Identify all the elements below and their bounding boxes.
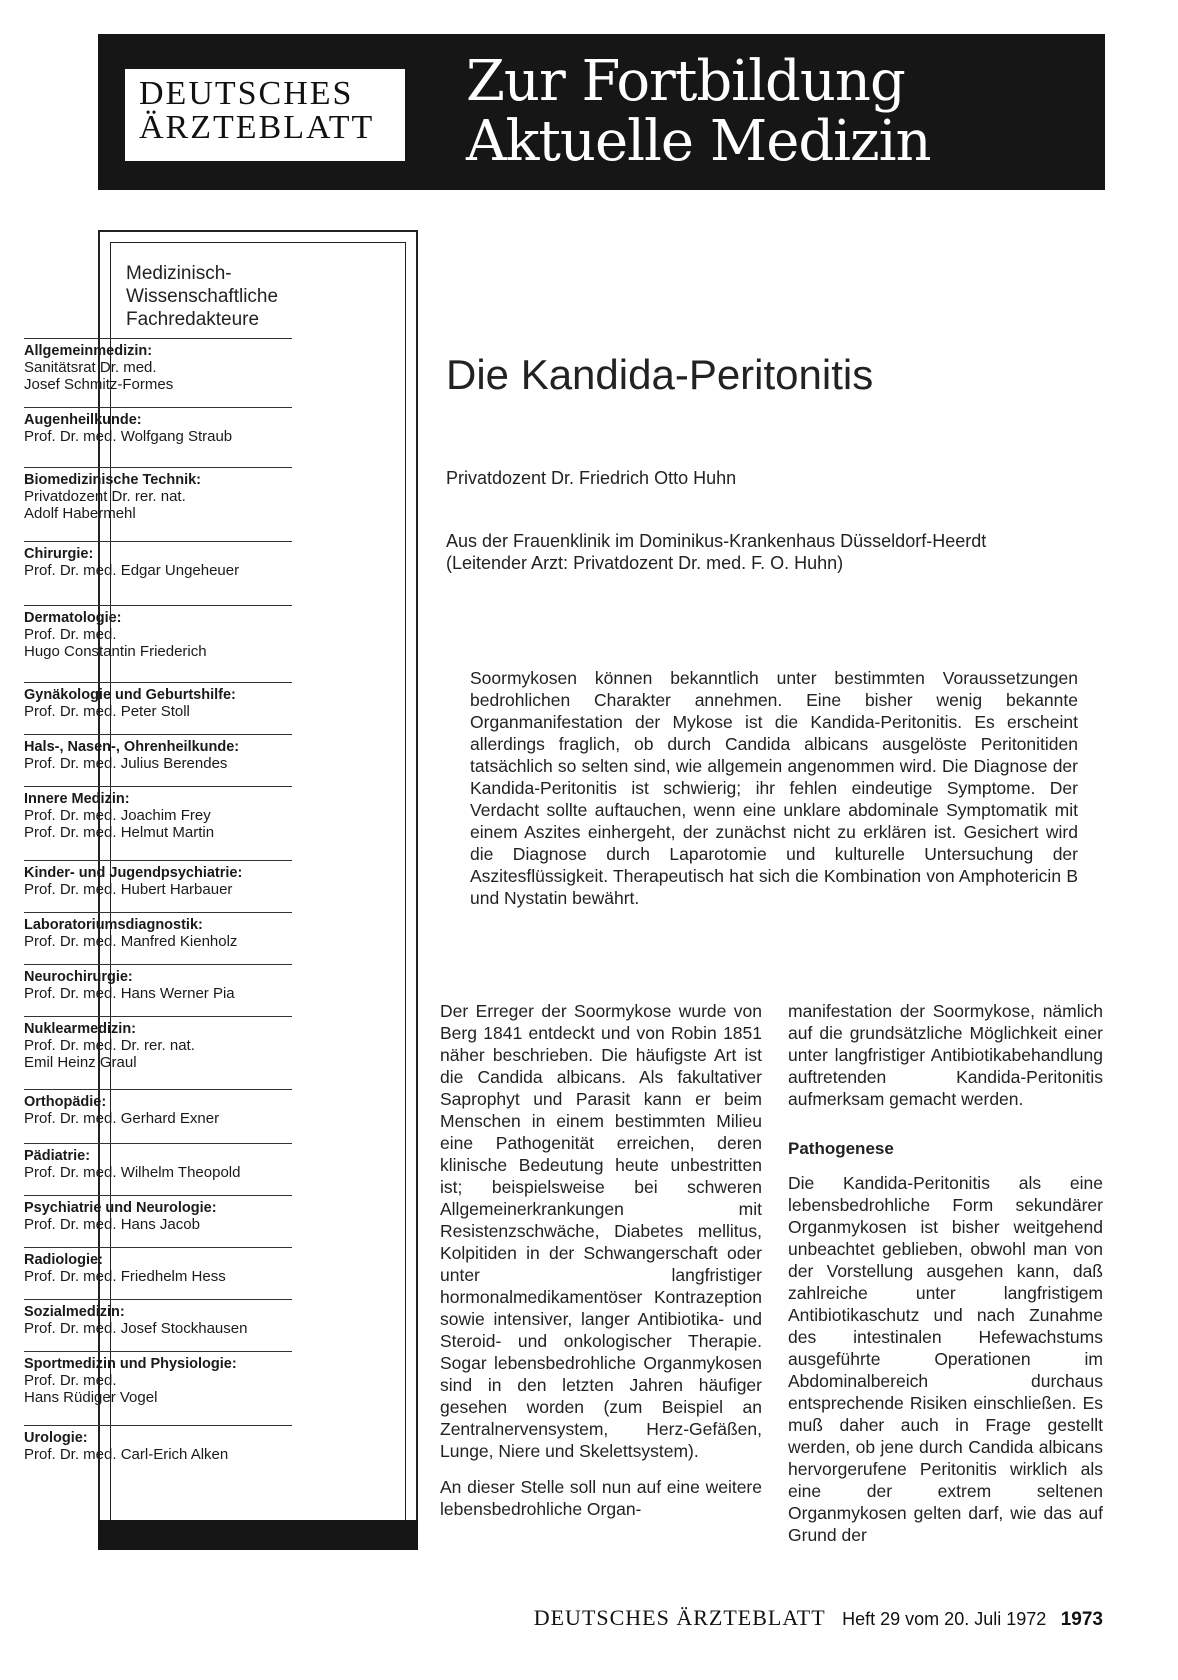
- editor-category: Neurochirurgie:: [24, 969, 133, 985]
- editor-entry: [24, 541, 292, 605]
- editor-entry: [24, 407, 292, 467]
- editor-category: Sozialmedizin:: [24, 1304, 125, 1320]
- editor-names: Prof. Dr. med. Friedhelm Hess: [24, 1268, 226, 1285]
- editor-entry: [24, 734, 292, 786]
- editor-entry: [24, 1425, 292, 1473]
- editor-category: Nuklearmedizin:: [24, 1021, 136, 1037]
- article-abstract: Soormykosen können bekanntlich unter bestimmten Voraussetzungen bedrohlichen Charakter annehmen. Eine bisher wenig bekannte Organmanifestation der Mykose ist die Kandida-Peritonitis. Es erscheint allerdings fraglich, ob durch Candida albicans ausgelöste Peritonitiden tatsächlich so selten sind, wie allgemein angenommen wird. Die Diagnose der Kandida-Peritonitis ist schwierig; ihr fehlen eindeutige Symptome. Der Verdacht sollte auftauchen, wenn eine unklare abdominale Symptomatik mit einem Aszites einhergeht, der zunächst nicht zu erklären ist. Gesichert wird die Diagnose durch Laparotomie und kulturelle Untersuchung der Aszitesflüssigkeit. Therapeutisch hat sich die Kombination von Amphotericin B und Nystatin bewährt.: [470, 668, 1078, 908]
- editor-names: Prof. Dr. med. Julius Berendes: [24, 755, 228, 772]
- journal-header: [98, 34, 1105, 190]
- editor-category: Dermatologie:: [24, 610, 122, 626]
- body-paragraph: An dieser Stelle soll nun auf eine weitere lebensbedrohliche Organ-: [440, 1477, 762, 1519]
- editor-category: Hals-, Nasen-, Ohrenheilkunde:: [24, 739, 240, 755]
- editor-category: Kinder- und Jugendpsychiatrie:: [24, 865, 243, 881]
- editor-entry: [24, 1089, 292, 1143]
- editor-names: Prof. Dr. med. Joachim Frey Prof. Dr. med. Helmut Martin: [24, 807, 215, 841]
- editor-entry: [24, 1195, 292, 1247]
- journal-logo: [125, 69, 405, 161]
- editor-category: Chirurgie:: [24, 546, 94, 562]
- editor-category: Innere Medizin:: [24, 791, 130, 807]
- sidebar-bottom-bar: [98, 1520, 418, 1550]
- editor-entry: [24, 912, 292, 964]
- editor-names: Prof. Dr. med. Edgar Ungeheuer: [24, 562, 240, 579]
- editor-entry: [24, 964, 292, 1016]
- editor-entry: [24, 467, 292, 541]
- section-title-line-1: Zur Fortbildung: [466, 49, 905, 114]
- sidebar-heading-line-3: Fachredakteure: [126, 309, 260, 330]
- editor-entry: [24, 860, 292, 912]
- article-author: Privatdozent Dr. Friedrich Otto Huhn: [446, 468, 737, 488]
- editor-category: Radiologie:: [24, 1252, 103, 1268]
- body-paragraph: Die Kandida-Peritonitis als eine lebensbedrohliche Form sekundärer Organmykosen ist bisher weitgehend unbeachtet geblieben, obwohl man von der Vorstellung ausgehen kann, daß zahlreiche unter langfristigem Antibiotikaschutz und nach Zunahme des intestinalen Hefewachstums ausgeführte Operationen im Abdominalbereich durchaus entsprechende Risiken einschließen. Es muß daher auch in Frage gestellt werden, ob jene durch Candida albicans hervorgerufene Peritonitis wirklich als eine der extrem seltenen Organmykosen gelten darf, wie das auf Grund der: [788, 1173, 1103, 1545]
- body-column-2: [788, 1000, 1103, 1560]
- logo-line-1: DEUTSCHES: [139, 75, 354, 112]
- editor-names: Prof. Dr. med. Manfred Kienholz: [24, 933, 238, 950]
- editor-names: Prof. Dr. med. Carl-Erich Alken: [24, 1446, 229, 1463]
- editor-entry: [24, 1143, 292, 1195]
- section-title-line-2: Aktuelle Medizin: [466, 109, 931, 174]
- logo-line-2: ÄRZTEBLATT: [139, 109, 375, 146]
- editor-entry: [24, 1299, 292, 1351]
- editor-category: Urologie:: [24, 1430, 88, 1446]
- sidebar-heading: [126, 262, 278, 331]
- editor-category: Pädiatrie:: [24, 1148, 91, 1164]
- editor-names: Prof. Dr. med. Hans Rüdiger Vogel: [24, 1372, 158, 1406]
- editors-list: [24, 338, 292, 1473]
- editor-category: Orthopädie:: [24, 1094, 107, 1110]
- editor-names: Prof. Dr. med. Gerhard Exner: [24, 1110, 220, 1127]
- body-paragraph: Der Erreger der Soormykose wurde von Berg 1841 entdeckt und von Robin 1851 näher beschrieben. Die häufigste Art ist die Candida albicans. Als fakultativer Saprophyt und Parasit kann er beim Menschen in einem bestimmten Milieu eine Pathogenität erreichen, deren klinische Bedeutung heute unbestritten ist; beispielsweise bei schweren Allgemeinerkrankungen mit Resistenzschwäche, Diabetes mellitus, Kolpitiden in der Schwangerschaft oder unter langfristiger hormonalmedikamentöser Kontrazeption sowie intensiver, langer Antibiotika- und Steroid- und onkologischer Therapie. Sogar lebensbedrohliche Organmykosen sind in den letzten Jahren häufiger gesehen worden (zum Beispiel an Zentralnervensystem, Herz-Gefäßen, Lunge, Niere und Skelettsystem).: [440, 1001, 762, 1461]
- body-column-1: [440, 1000, 762, 1534]
- editor-category: Psychiatrie und Neurologie:: [24, 1200, 217, 1216]
- editor-names: Prof. Dr. med. Hans Werner Pia: [24, 985, 235, 1002]
- footer-journal: DEUTSCHES ÄRZTEBLATT: [533, 1605, 826, 1630]
- editor-names: Prof. Dr. med. Dr. rer. nat. Emil Heinz Graul: [24, 1037, 195, 1071]
- editor-entry: [24, 605, 292, 682]
- editor-entry: [24, 1351, 292, 1425]
- footer-issue: Heft 29 vom 20. Juli 1972: [842, 1609, 1047, 1629]
- section-title: [466, 49, 931, 174]
- editor-names: Prof. Dr. med. Hugo Constantin Friederich: [24, 626, 207, 660]
- editor-entry: [24, 338, 292, 407]
- sidebar-heading-line-1: Medizinisch-: [126, 263, 232, 284]
- editor-category: Biomedizinische Technik:: [24, 472, 201, 488]
- editor-entry: [24, 1247, 292, 1299]
- editor-names: Prof. Dr. med. Wilhelm Theopold: [24, 1164, 241, 1181]
- body-paragraph: manifestation der Soormykose, nämlich auf die grundsätzliche Möglichkeit einer unter langfristiger Antibiotikabehandlung auftretenden Kandida-Peritonitis aufmerksam gemacht werden.: [788, 1001, 1103, 1109]
- editor-category: Gynäkologie und Geburtshilfe:: [24, 687, 236, 703]
- sidebar-heading-line-2: Wissenschaftliche: [126, 286, 279, 307]
- editor-category: Sportmedizin und Physiologie:: [24, 1356, 237, 1372]
- article-affiliation: Aus der Frauenklinik im Dominikus-Krankenhaus Düsseldorf-Heerdt (Leitender Arzt: Privatdozent Dr. med. F. O. Huhn): [446, 531, 987, 573]
- editor-names: Prof. Dr. med. Josef Stockhausen: [24, 1320, 248, 1337]
- editor-category: Laboratoriumsdiagnostik:: [24, 917, 203, 933]
- editor-names: Prof. Dr. med. Wolfgang Straub: [24, 428, 233, 445]
- editor-entry: [24, 786, 292, 860]
- page-footer: [500, 1605, 1103, 1631]
- editor-category: Augenheilkunde:: [24, 412, 142, 428]
- section-heading: Pathogenese: [788, 1139, 894, 1158]
- editor-names: Privatdozent Dr. rer. nat. Adolf Habermehl: [24, 488, 186, 522]
- article-title: Die Kandida-Peritonitis: [446, 351, 874, 398]
- editor-entry: [24, 1016, 292, 1089]
- editor-names: Prof. Dr. med. Hans Jacob: [24, 1216, 200, 1233]
- editor-entry: [24, 682, 292, 734]
- page-number: 1973: [1060, 1609, 1103, 1630]
- editor-names: Sanitätsrat Dr. med. Josef Schmitz-Formes: [24, 359, 174, 393]
- editor-category: Allgemeinmedizin:: [24, 343, 153, 359]
- editor-names: Prof. Dr. med. Peter Stoll: [24, 703, 190, 720]
- editor-names: Prof. Dr. med. Hubert Harbauer: [24, 881, 233, 898]
